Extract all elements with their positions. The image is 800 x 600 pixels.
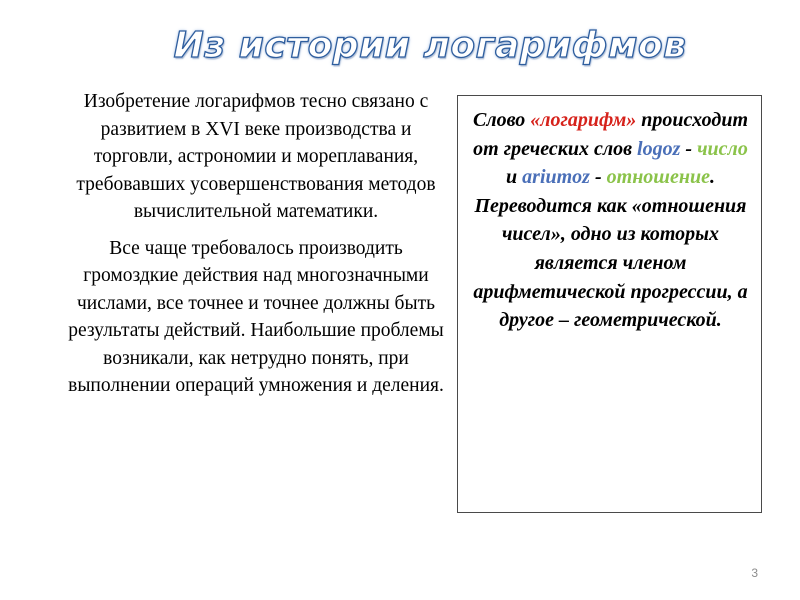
main-text-block [60,88,452,409]
etymology-box [457,95,762,513]
etymology-text-part: - [589,166,607,189]
term-logarithm: «логарифм» [530,109,637,131]
etymology-text-part: . Переводится как «отношения чисел», одно из которых является членом арифметической прогрессии, а другое – геометрической. [473,166,748,332]
paragraph-2: Все чаще требовалось производить громоздкие действия над многозначными числами, все точнее и точнее должны быть результаты действий. Наибольшие проблемы возникали, как нетрудно понять, при выполнении операций умножения и деления. [68,237,444,396]
etymology-text [468,106,753,335]
translation-ratio: отношение [606,166,710,189]
slide-title: Из истории логарифмов [173,25,687,66]
page-number: 3 [751,566,758,580]
paragraph-1: Изобретение логарифмов тесно связано с развитием в XVI веке производства и торговли, астрономии и мореплавания, требовавших усовершенствования методов вычислительной математики. [76,91,436,222]
etymology-text-part: и [506,166,523,189]
etymology-text-part: - [680,137,698,160]
etymology-text-part: происходит от греческих слов [473,109,748,160]
greek-word-arithmos: ariumoz [522,166,590,189]
greek-word-logos: logoz [637,137,681,160]
etymology-text-part: Слово [472,109,531,131]
translation-number: число [697,137,748,160]
